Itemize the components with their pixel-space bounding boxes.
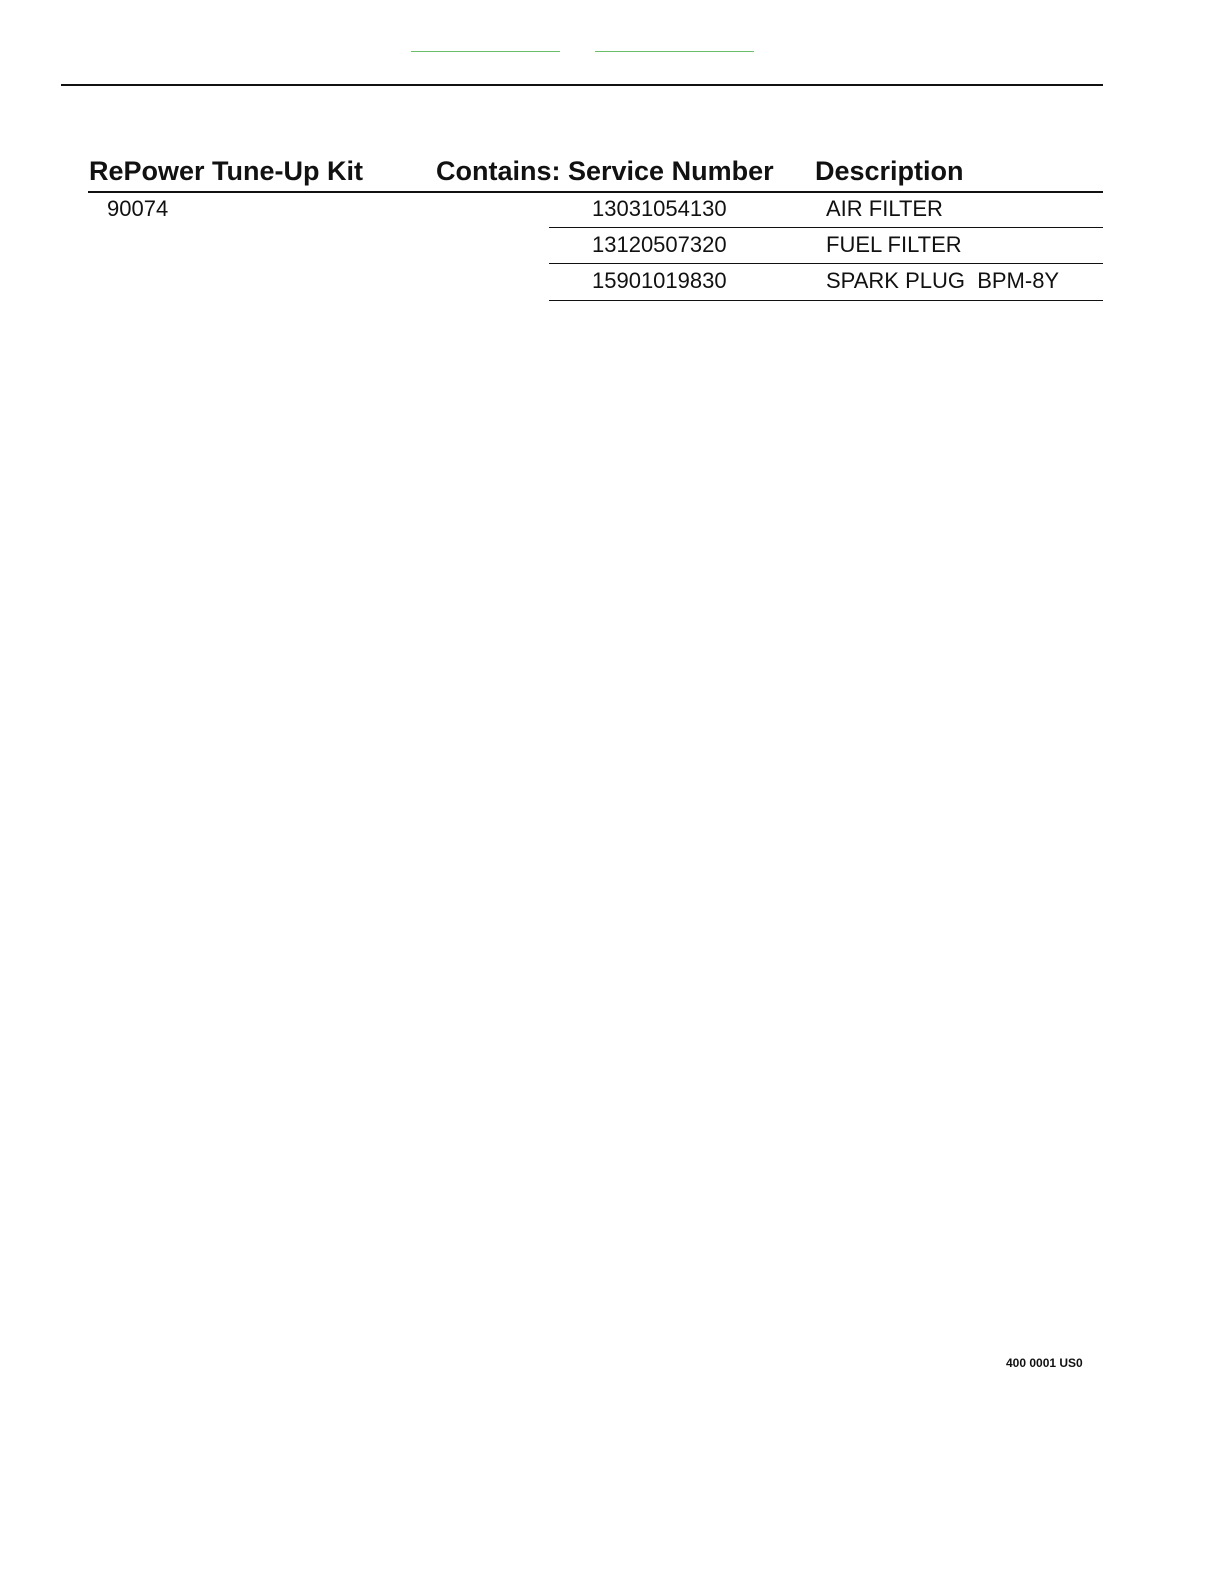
header-description: Description bbox=[815, 156, 964, 186]
table-row bbox=[549, 264, 1103, 301]
header-service-number: Contains: Service Number bbox=[436, 156, 774, 186]
header-kit: RePower Tune-Up Kit bbox=[89, 156, 364, 186]
kit-number: 90074 bbox=[107, 196, 169, 221]
service-number-cell: 15901019830 bbox=[592, 268, 727, 293]
top-nav-link-2[interactable] bbox=[595, 51, 754, 52]
top-nav-link-1[interactable] bbox=[411, 51, 560, 52]
description-cell: FUEL FILTER bbox=[826, 232, 962, 257]
description-cell: AIR FILTER bbox=[826, 196, 943, 221]
service-number-cell: 13031054130 bbox=[592, 196, 727, 221]
description-cell: SPARK PLUG BPM-8Y bbox=[826, 268, 1060, 293]
top-divider bbox=[61, 84, 1103, 86]
service-number-cell: 13120507320 bbox=[592, 232, 727, 257]
table-row bbox=[549, 228, 1103, 264]
table-row bbox=[549, 192, 1103, 228]
document-code: 400 0001 US0 bbox=[1006, 1356, 1083, 1370]
